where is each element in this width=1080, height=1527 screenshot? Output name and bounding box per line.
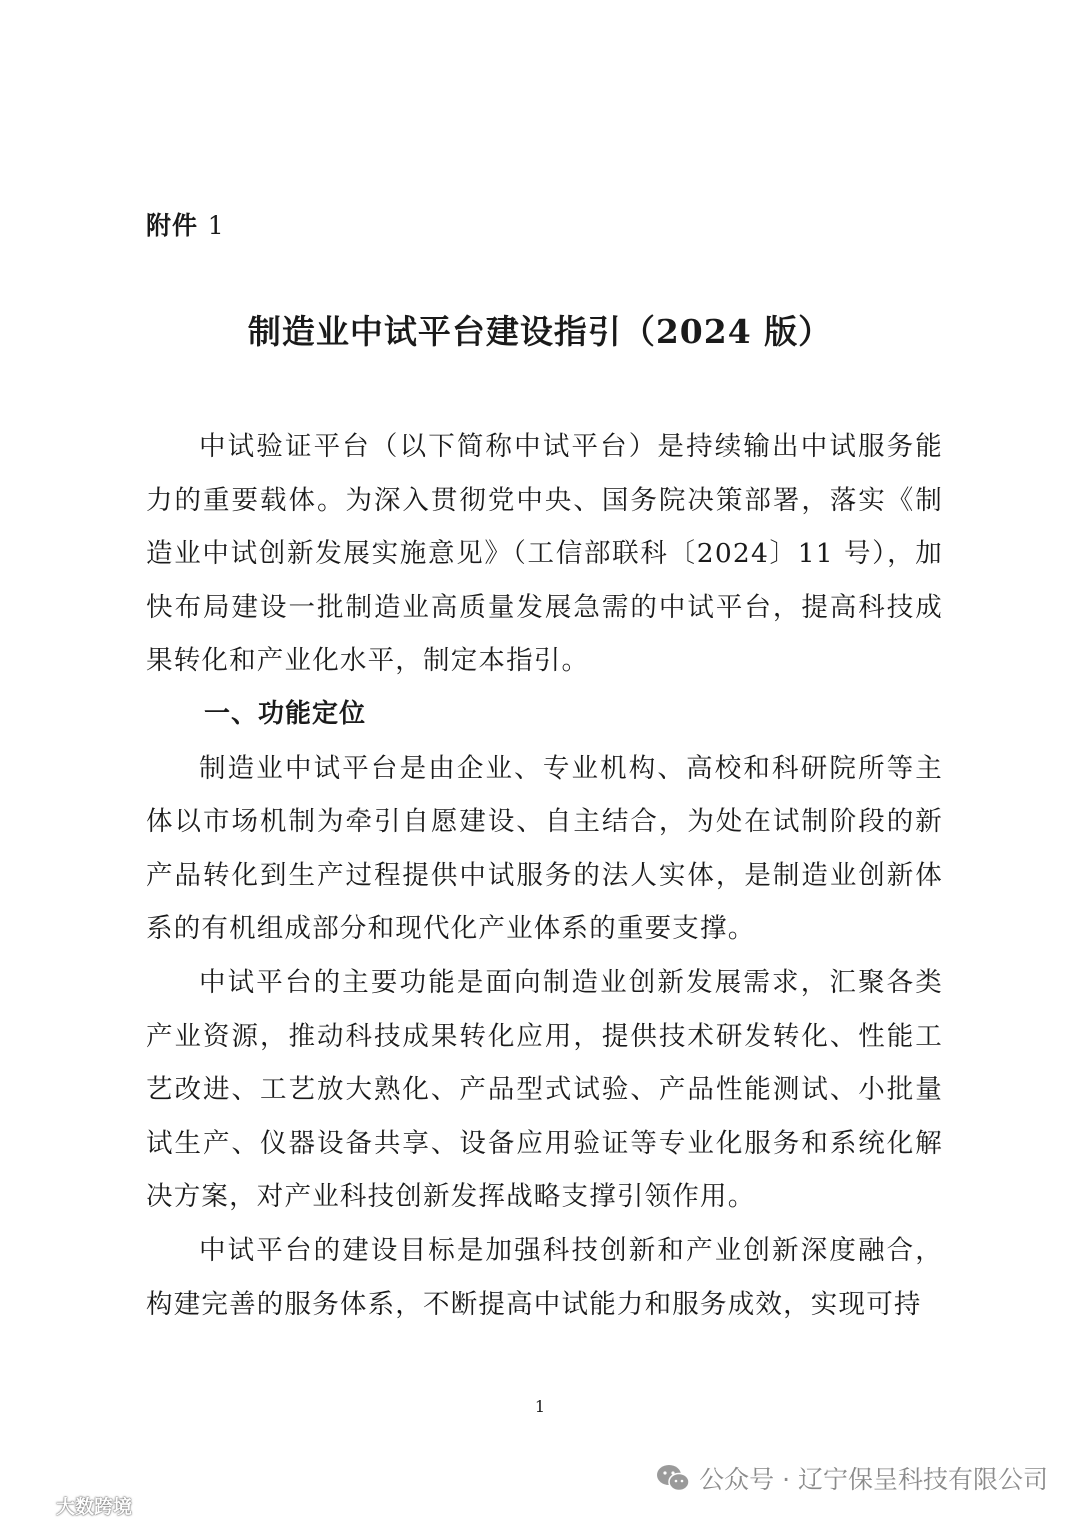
attachment-number: 1 (207, 211, 225, 240)
source-watermark-text: 大数跨境 (56, 1496, 133, 1518)
document-body (146, 420, 943, 1331)
document-title: 制造业中试平台建设指引（2024 版） (247, 312, 833, 351)
wechat-icon (655, 1463, 691, 1493)
section-heading: 一、功能定位 (204, 698, 367, 729)
wechat-watermark (655, 1460, 1048, 1496)
attachment-text: 附件 (146, 211, 199, 240)
paragraph-functions: 中试平台的主要功能是面向制造业创新发展需求，汇聚各类产业资源，推动科技成果转化应用，提供技术研发转化、性能工艺改进、工艺放大熟化、产品型式试验、产品性能测试、小批量试生产、仪器设备共享、设备应用验证等专业化服务和系统化解决方案，对产业科技创新发挥战略支撑引领作用。 (146, 966, 943, 1213)
paragraph-intro: 中试验证平台（以下简称中试平台）是持续输出中试服务能力的重要载体。为深入贯彻党中央、国务院决策部署，落实《制造业中试创新发展实施意见》（工信部联科〔2024〕11 号），加快布局建设一批制造业高质量发展急需的中试平台，提高科技成果转化和产业化水平，制定本指引。 (146, 431, 943, 677)
paragraph-definition: 制造业中试平台是由企业、专业机构、高校和科研院所等主体以市场机制为牵引自愿建设、自主结合，为处在试制阶段的新产品转化到生产过程提供中试服务的法人实体，是制造业创新体系的有机组成部分和现代化产业体系的重要支撑。 (146, 752, 943, 945)
logo-icon (6, 1495, 52, 1517)
attachment-label (146, 206, 225, 242)
watermark-text: 公众号 · 辽宁保呈科技有限公司 (699, 1465, 1048, 1494)
page-number: 1 (534, 1397, 546, 1416)
paragraph-goals: 中试平台的建设目标是加强科技创新和产业创新深度融合，构建完善的服务体系，不断提高中试能力和服务成效，实现可持 (146, 1234, 943, 1320)
source-watermark (6, 1492, 132, 1519)
